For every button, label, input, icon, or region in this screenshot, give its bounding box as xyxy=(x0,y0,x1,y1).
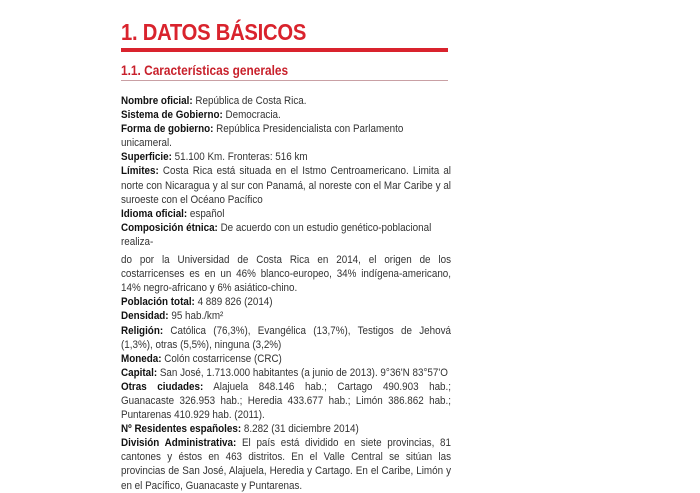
entry-spanish-residents: Nº Residentes españoles: 8.282 (31 diciembre 2014) xyxy=(121,423,359,436)
subheading-rule xyxy=(121,80,448,81)
entry-government-form: Forma de gobierno: República Presidencialista con Parlamento unicameral. xyxy=(121,123,404,150)
entry-density: Densidad: 95 hab./km² xyxy=(121,310,224,323)
entry-official-name: Nombre oficial: República de Costa Rica. xyxy=(121,95,307,107)
entry-language: Idioma oficial: español xyxy=(121,207,225,220)
basic-data-list xyxy=(121,94,451,493)
entry-religion: Religión: Católica (76,3%), Evangélica (13,7%), Testigos de Jehová (1,3%), otras (5,5%), ninguna (3,2%) xyxy=(121,324,451,351)
heading-rule xyxy=(121,48,448,52)
entry-area: Superficie: 51.100 Km. Fronteras: 516 km xyxy=(121,151,308,164)
entry-capital: Capital: San José, 1.713.000 habitantes (a junio de 2013). 9°36'N 83°57'O xyxy=(121,366,448,379)
entry-administrative-division: División Administrativa: El país está dividido en siete provincias, 81 cantones y éstos en 463 distritos. En el Valle Central se sitúan las provincias de San José, Alajuela, Heredia y Cartago. En el Caribe, Limón y en el Pacífico, Guanacaste y Puntarenas. xyxy=(121,437,451,492)
entry-ethnic-composition-cont: do por la Universidad de Costa Rica en 2014, el origen de los costarricenses es en un 46% blanco-europeo, 34% indígena-americano, 14% negro-africano y 6% asiático-chino. xyxy=(121,254,451,295)
entry-other-cities: Otras ciudades: Alajuela 848.146 hab.; Cartago 490.903 hab.; Guanacaste 326.953 hab.; Heredia 433.677 hab.; Limón 386.862 hab.; Puntarenas 410.929 hab. (2011). xyxy=(121,380,451,422)
entry-currency: Moneda: Colón costarricense (CRC) xyxy=(121,352,282,365)
entry-borders: Límites: Costa Rica está situada en el Istmo Centroamericano. Limita al norte con Nicaragua y al sur con Panamá, al noreste con el Mar Caribe y al suroeste con el Océano Pacífico xyxy=(121,165,451,206)
entry-ethnic-composition: Composición étnica: De acuerdo con un estudio genético-poblacional realiza- xyxy=(121,221,432,248)
subsection-heading: 1.1. Características generales xyxy=(121,63,289,78)
section-heading: 1. DATOS BÁSICOS xyxy=(121,19,307,45)
entry-government-system: Sistema de Gobierno: Democracia. xyxy=(121,109,281,122)
entry-population: Población total: 4 889 826 (2014) xyxy=(121,296,273,309)
